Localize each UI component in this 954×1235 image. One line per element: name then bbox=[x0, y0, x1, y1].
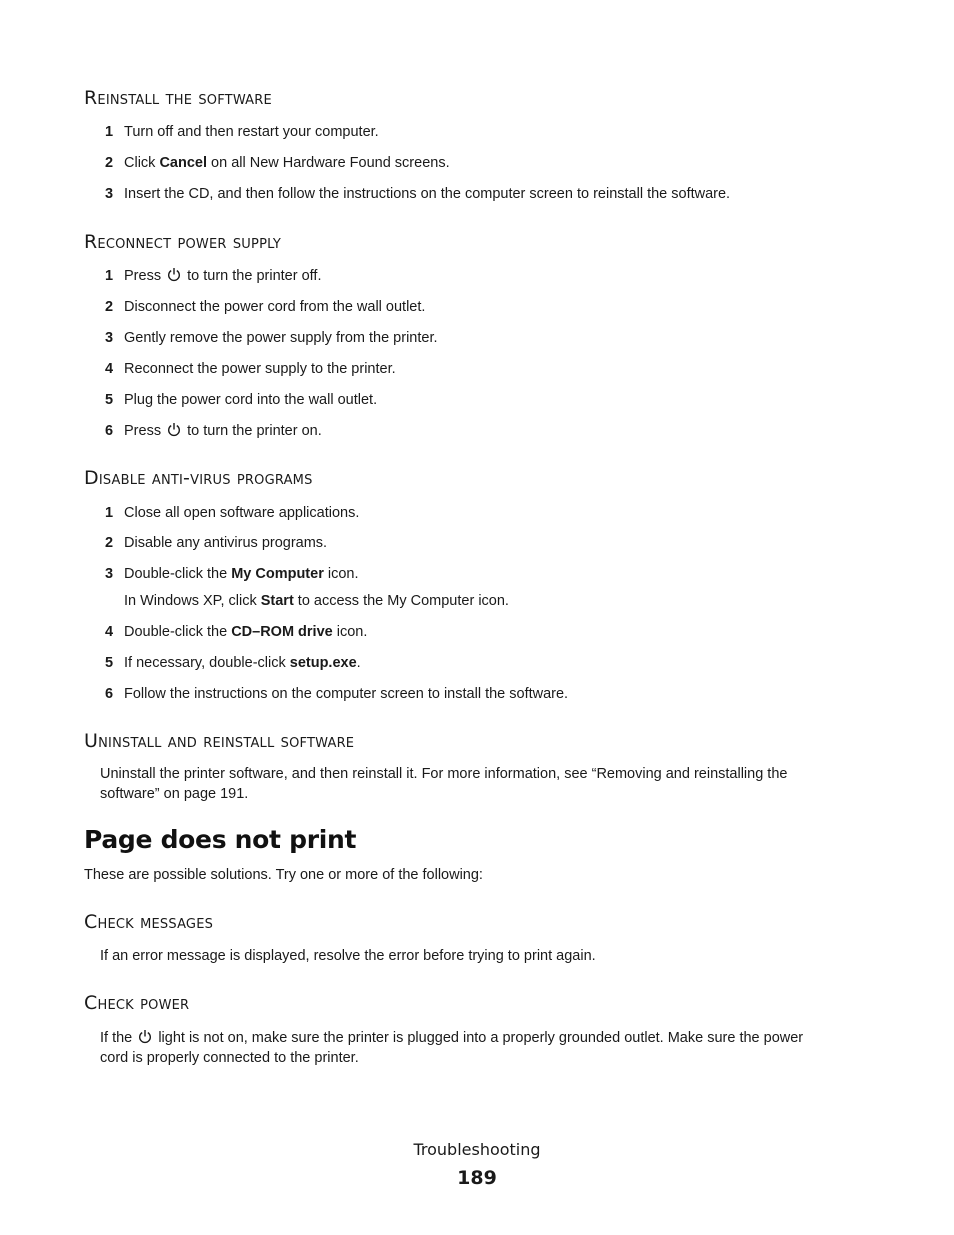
step-number: 1 bbox=[105, 268, 114, 284]
step-number: 1 bbox=[105, 505, 114, 521]
step-number: 6 bbox=[105, 423, 114, 439]
section-heading-reconnect: Reconnect power supply bbox=[84, 231, 281, 253]
section-heading-uninstall: Uninstall and reinstall software bbox=[84, 730, 355, 752]
power-icon bbox=[167, 422, 181, 437]
power-icon bbox=[167, 267, 181, 282]
step-number: 2 bbox=[105, 535, 114, 551]
step-text: Disconnect the power cord from the wall outlet. bbox=[124, 299, 426, 315]
power-icon bbox=[138, 1029, 152, 1044]
intro-text: These are possible solutions. Try one or more of the following: bbox=[84, 867, 483, 883]
paragraph-line: software” on page 191. bbox=[100, 786, 249, 802]
step-text: Follow the instructions on the computer screen to install the software. bbox=[124, 686, 569, 702]
step-number: 4 bbox=[105, 361, 114, 377]
step-number: 1 bbox=[105, 124, 114, 140]
step-text: If necessary, double-click setup.exe. bbox=[124, 655, 361, 671]
step-text: Insert the CD, and then follow the instructions on the computer screen to reinstall the software. bbox=[124, 186, 731, 202]
section-heading-reinstall: Reinstall the software bbox=[84, 87, 272, 109]
footer-section-label: Troubleshooting bbox=[413, 1140, 541, 1159]
step-text: Press to turn the printer off. bbox=[124, 268, 322, 284]
step-text: Gently remove the power supply from the printer. bbox=[124, 330, 438, 346]
step-text: Plug the power cord into the wall outlet. bbox=[124, 392, 378, 408]
step-number: 3 bbox=[105, 186, 114, 202]
step-text: Turn off and then restart your computer. bbox=[124, 124, 379, 140]
step-text: Press to turn the printer on. bbox=[124, 423, 322, 439]
paragraph-line: If the light is not on, make sure the printer is plugged into a properly grounded outlet. Make sure the power bbox=[100, 1030, 804, 1046]
step-text: Reconnect the power supply to the printer. bbox=[124, 361, 396, 377]
step-text: Close all open software applications. bbox=[124, 505, 360, 521]
step-number: 5 bbox=[105, 655, 114, 671]
step-number: 2 bbox=[105, 155, 114, 171]
paragraph-check-power bbox=[100, 1028, 803, 1068]
paragraph-line: cord is properly connected to the printer. bbox=[100, 1050, 359, 1066]
section-heading-check-power: Check power bbox=[84, 992, 190, 1014]
step-text: In Windows XP, click Start to access the My Computer icon. bbox=[124, 593, 509, 609]
section-heading-check-messages: Check messages bbox=[84, 911, 214, 933]
section-heading-antivirus: Disable anti-virus programs bbox=[84, 467, 313, 489]
step-number: 5 bbox=[105, 392, 114, 408]
step-number: 4 bbox=[105, 624, 114, 640]
step-number: 2 bbox=[105, 299, 114, 315]
step-number: 3 bbox=[105, 330, 114, 346]
page-title: Page does not print bbox=[84, 825, 357, 854]
step-text: Disable any antivirus programs. bbox=[124, 535, 328, 551]
page-number: 189 bbox=[457, 1167, 497, 1189]
step-number: 6 bbox=[105, 686, 114, 702]
paragraph-line: Uninstall the printer software, and then reinstall it. For more information, see “Removing and reinstalling the bbox=[100, 766, 788, 782]
step-text: Double-click the My Computer icon. bbox=[124, 566, 359, 582]
paragraph-uninstall bbox=[100, 764, 787, 804]
step-number: 3 bbox=[105, 566, 114, 582]
step-text: Double-click the CD–ROM drive icon. bbox=[124, 624, 368, 640]
paragraph-check-messages: If an error message is displayed, resolve the error before trying to print again. bbox=[100, 948, 596, 964]
step-text: Click Cancel on all New Hardware Found screens. bbox=[124, 155, 450, 171]
